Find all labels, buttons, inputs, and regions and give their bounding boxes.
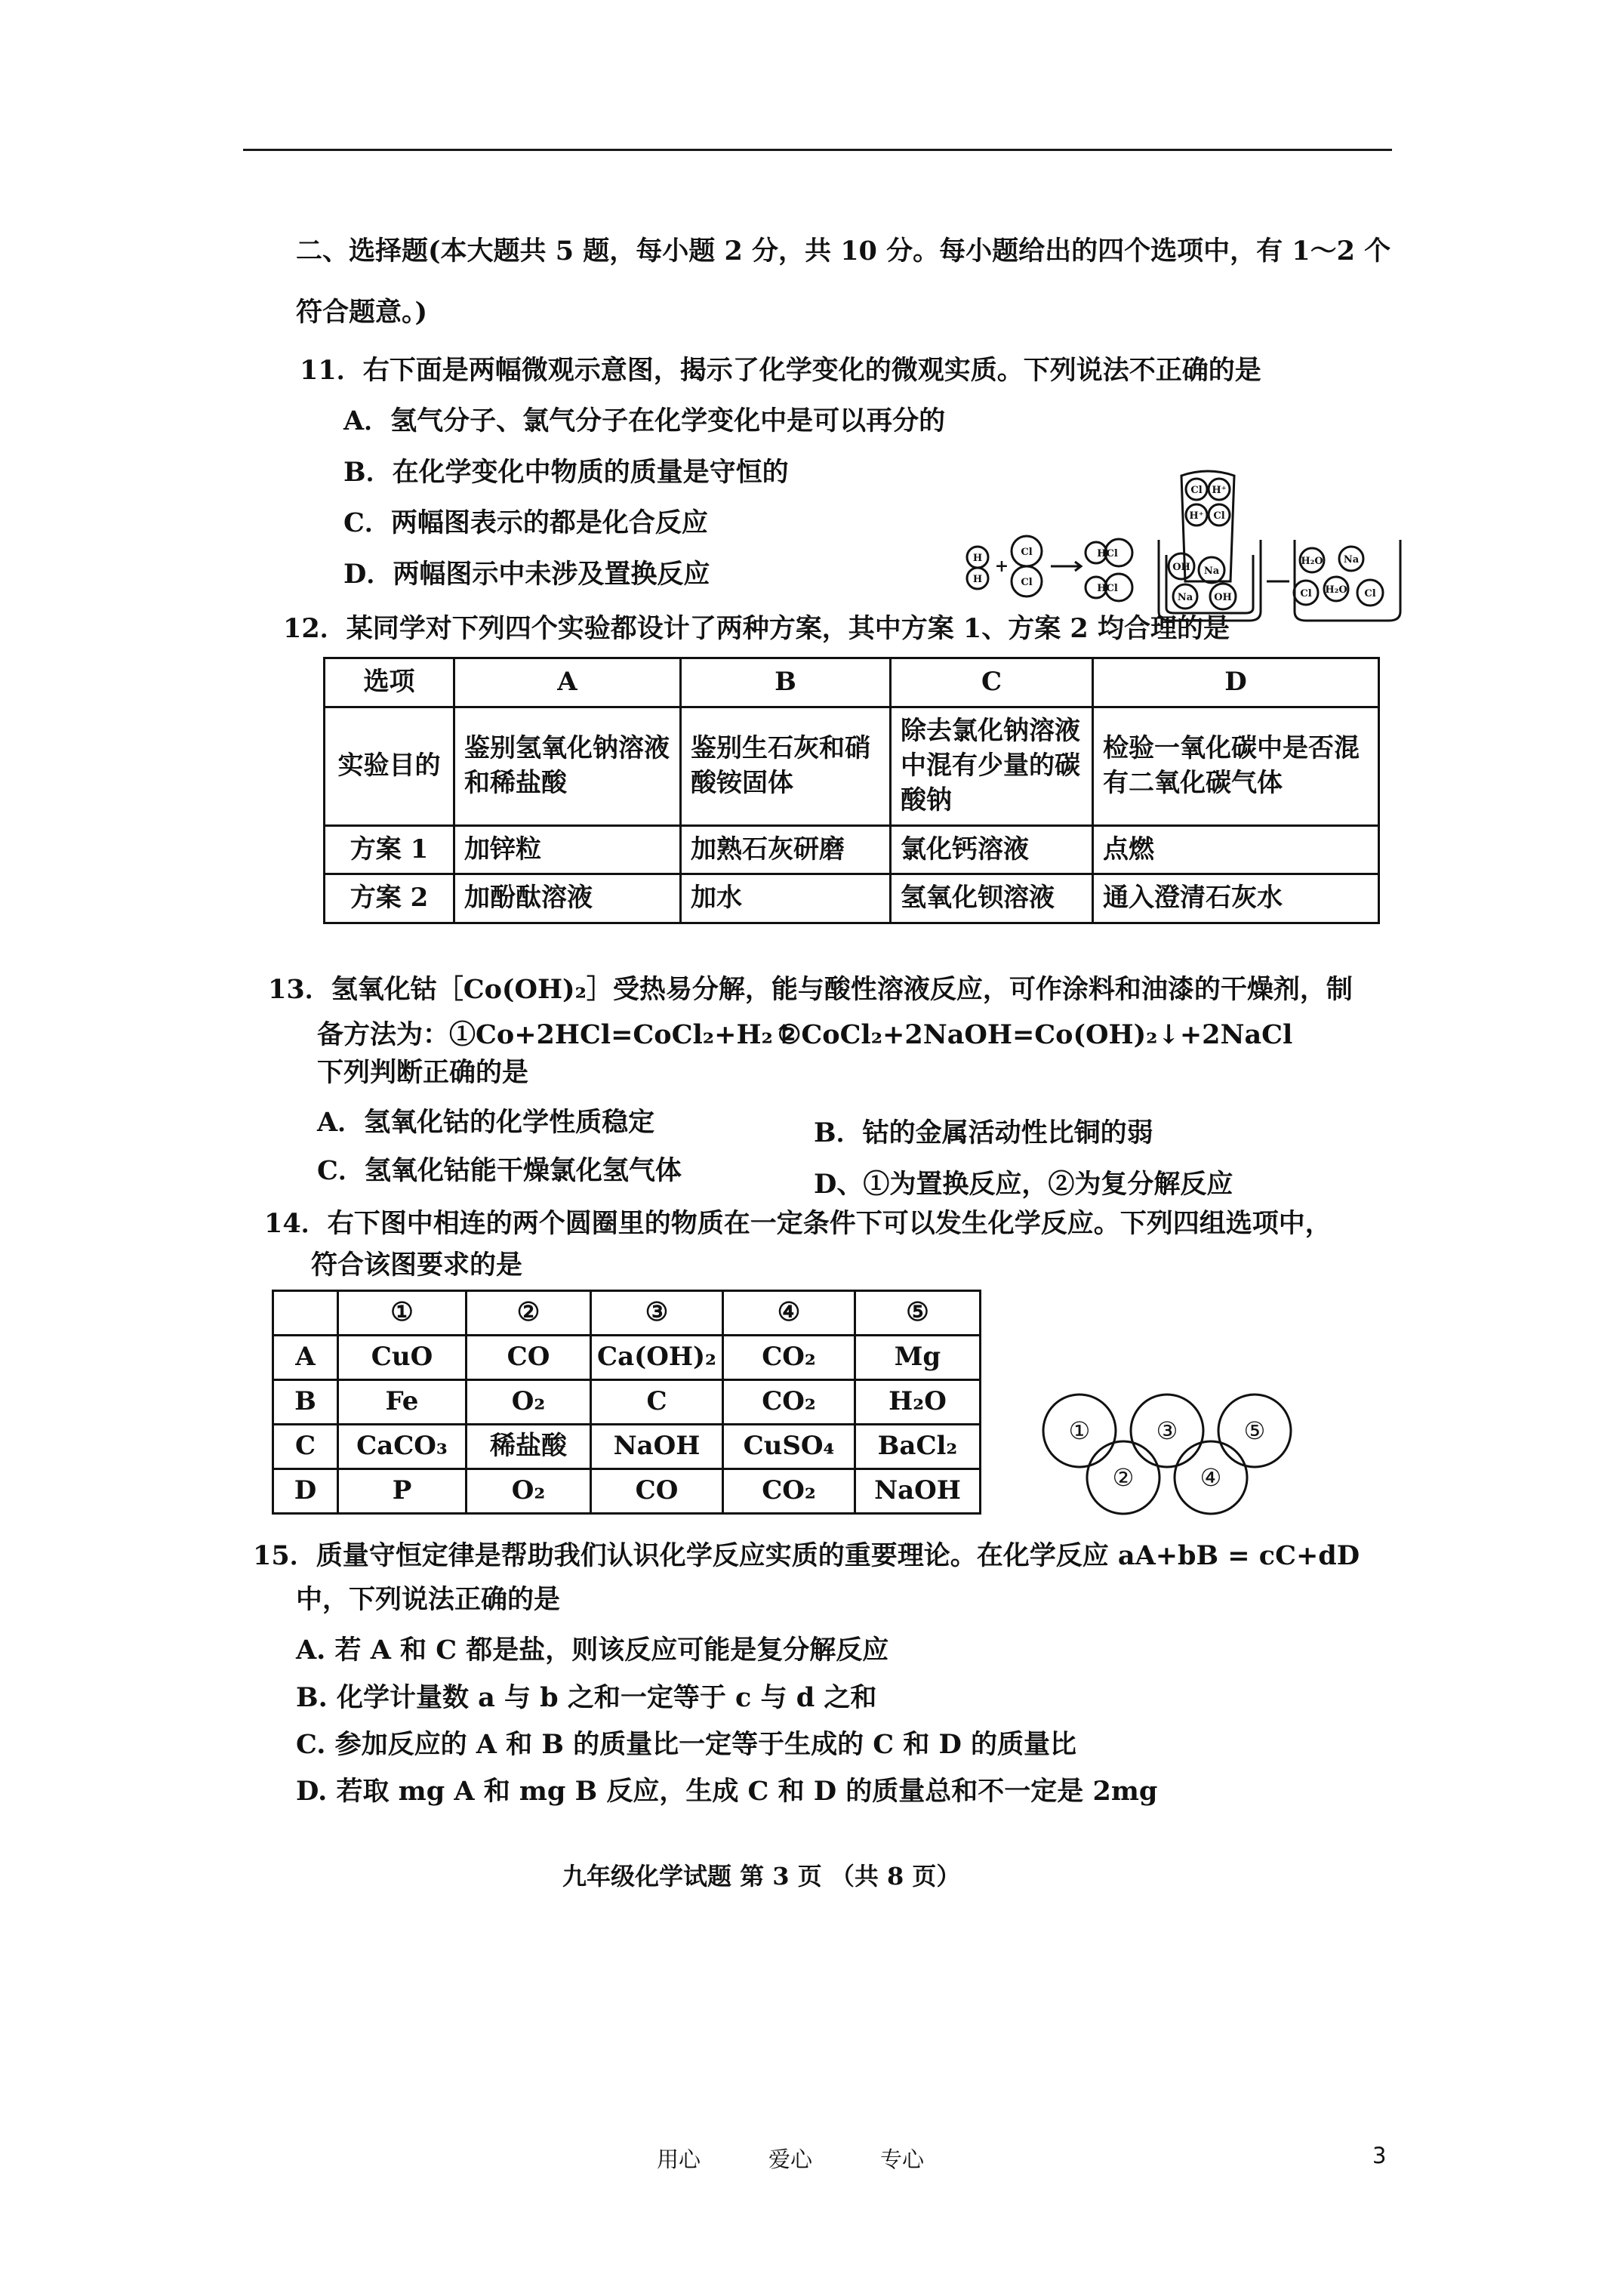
cl-ion-label: Cl <box>1213 510 1225 522</box>
table-cell: Mg <box>855 1336 981 1380</box>
table-cell: O₂ <box>467 1469 591 1514</box>
table-header-cell: 选项 <box>325 658 454 707</box>
q14-circle-chain-diagram <box>1038 1385 1310 1529</box>
table-cell: 氢氧化钡溶液 <box>891 874 1093 923</box>
oh-ion-label: OH <box>1172 562 1190 573</box>
q11-option-d: D．两幅图示中未涉及置换反应 <box>343 559 710 590</box>
table-row <box>325 874 1379 923</box>
q15-option-c: C. 参加反应的 A 和 B 的质量比一定等于生成的 C 和 D 的质量比 <box>296 1729 1077 1760</box>
q15-stem: 15．质量守恒定律是帮助我们认识化学反应实质的重要理论。在化学反应 aA+bB = cC+dD <box>253 1540 1360 1571</box>
table-cell: 加水 <box>681 874 891 923</box>
table-header-cell: ⑤ <box>855 1291 981 1336</box>
h2o-label: H₂O <box>1301 556 1323 567</box>
h-atom-label: H <box>972 574 983 585</box>
table-row <box>325 825 1379 874</box>
na-ion-label: Na <box>1343 554 1360 566</box>
q13-equation-2: ②CoCl₂+2NaOH=Co(OH)₂↓+2NaCl <box>778 1019 1293 1050</box>
table-header-cell: A <box>454 658 681 707</box>
q11-option-b: B．在化学变化中物质的质量是守恒的 <box>343 457 789 488</box>
na-ion-label: Na <box>1177 592 1193 603</box>
q13-option-d: D、①为置换反应，②为复分解反应 <box>814 1169 1233 1200</box>
table-row-label: 实验目的 <box>325 707 454 825</box>
table-header-cell: ④ <box>723 1291 855 1336</box>
table-cell: Ca(OH)₂ <box>591 1336 723 1380</box>
table-row <box>273 1336 981 1380</box>
table-cell: 稀盐酸 <box>467 1425 591 1469</box>
q11-stem: 11．右下面是两幅微观示意图，揭示了化学变化的微观实质。下列说法不正确的是 <box>300 355 1261 386</box>
cl-atom-label: Cl <box>1021 547 1033 558</box>
table-cell: P <box>338 1469 467 1514</box>
cl-ion-label: Cl <box>1300 588 1312 599</box>
circle-label-3: ③ <box>1156 1416 1178 1445</box>
table-row <box>273 1469 981 1514</box>
table-cell: Fe <box>338 1380 467 1425</box>
page-number: 3 <box>1372 2143 1387 2168</box>
table-header-cell: ① <box>338 1291 467 1336</box>
table-cell: 点燃 <box>1093 825 1379 874</box>
section-heading-cont: 符合题意。) <box>296 297 428 328</box>
oh-ion-label: OH <box>1214 592 1232 603</box>
q14-prompt: 符合该图要求的是 <box>311 1250 523 1281</box>
table-cell: O₂ <box>467 1380 591 1425</box>
table-cell: 加酚酞溶液 <box>454 874 681 923</box>
table-header-cell: C <box>891 658 1093 707</box>
table-cell: 鉴别氢氧化钠溶液和稀盐酸 <box>454 707 681 825</box>
cl-ion-label: Cl <box>1190 485 1203 496</box>
table-cell: CuSO₄ <box>723 1425 855 1469</box>
q11-option-c: C．两幅图表示的都是化合反应 <box>343 507 708 538</box>
circle-label-1: ① <box>1068 1416 1091 1445</box>
table-row-label: C <box>273 1425 338 1469</box>
table-header-cell: ② <box>467 1291 591 1336</box>
table-cell: 氯化钙溶液 <box>891 825 1093 874</box>
table-row <box>273 1291 981 1336</box>
hcl-label: HCl <box>1097 583 1118 594</box>
table-row-label: D <box>273 1469 338 1514</box>
na-ion-label: Na <box>1203 566 1220 577</box>
footer-motto-1: 用心 <box>657 2147 701 2172</box>
table-cell: CO₂ <box>723 1336 855 1380</box>
table-cell: CO <box>591 1469 723 1514</box>
q15-option-b: B. 化学计量数 a 与 b 之和一定等于 c 与 d 之和 <box>296 1682 877 1713</box>
table-cell: H₂O <box>855 1380 981 1425</box>
q13-option-c: C．氢氧化钴能干燥氯化氢气体 <box>317 1155 682 1186</box>
table-cell: 鉴别生石灰和硝酸铵固体 <box>681 707 891 825</box>
q13-option-b: B．钴的金属活动性比铜的弱 <box>814 1117 1153 1148</box>
table-header-cell: ③ <box>591 1291 723 1336</box>
circle-label-4: ④ <box>1200 1463 1222 1492</box>
q15-prompt: 中，下列说法正确的是 <box>296 1584 561 1615</box>
table-cell: BaCl₂ <box>855 1425 981 1469</box>
header-rule <box>243 149 1392 151</box>
q14-stem: 14．右下图中相连的两个圆圈里的物质在一定条件下可以发生化学反应。下列四组选项中， <box>264 1208 1332 1239</box>
q13-option-a: A．氢氧化钴的化学性质稳定 <box>317 1107 655 1138</box>
circle-label-2: ② <box>1112 1463 1135 1492</box>
table-row <box>325 658 1379 707</box>
q13-stem: 13．氢氧化钴［Co(OH)₂］受热易分解，能与酸性溶液反应，可作涂料和油漆的干燥剂，制 <box>268 974 1353 1005</box>
table-cell: 通入澄清石灰水 <box>1093 874 1379 923</box>
footer-motto-2: 爱心 <box>768 2147 813 2172</box>
table-cell: 加锌粒 <box>454 825 681 874</box>
q12-stem: 12．某同学对下列四个实验都设计了两种方案，其中方案 1、方案 2 均合理的是 <box>283 613 1230 644</box>
footer-motto-3: 专心 <box>880 2147 925 2172</box>
table-cell: CaCO₃ <box>338 1425 467 1469</box>
table-cell: 检验一氧化碳中是否混有二氧化碳气体 <box>1093 707 1379 825</box>
q13-equation-1: 备方法为：①Co+2HCl=CoCl₂+H₂↑ <box>317 1019 796 1050</box>
h2o-label: H₂O <box>1325 584 1347 596</box>
h-ion-label: H⁺ <box>1212 485 1227 496</box>
table-header-cell: B <box>681 658 891 707</box>
table-row <box>273 1380 981 1425</box>
q13-prompt: 下列判断正确的是 <box>317 1057 529 1088</box>
table-cell: NaOH <box>591 1425 723 1469</box>
table-cell: C <box>591 1380 723 1425</box>
table-header-cell <box>273 1291 338 1336</box>
h-ion-label: H⁺ <box>1189 510 1204 522</box>
q12-table <box>323 657 1380 924</box>
exam-page-footer: 九年级化学试题 第 3 页 （共 8 页） <box>562 1862 961 1891</box>
circle-label-5: ⑤ <box>1243 1416 1266 1445</box>
table-header-cell: D <box>1093 658 1379 707</box>
cl-ion-label: Cl <box>1364 588 1376 599</box>
h-atom-label: H <box>972 553 983 564</box>
table-cell: 除去氯化钠溶液中混有少量的碳酸钠 <box>891 707 1093 825</box>
q15-option-a: A. 若 A 和 C 都是盐，则该反应可能是复分解反应 <box>296 1635 889 1666</box>
table-cell: CuO <box>338 1336 467 1380</box>
q11-micro-diagram <box>951 468 1404 627</box>
table-row <box>273 1425 981 1469</box>
table-row-label: A <box>273 1336 338 1380</box>
table-row-label: B <box>273 1380 338 1425</box>
section-heading: 二、选择题(本大题共 5 题，每小题 2 分，共 10 分。每小题给出的四个选项中，有 1～2 个 <box>296 236 1391 267</box>
table-cell: CO <box>467 1336 591 1380</box>
q15-option-d: D. 若取 mg A 和 mg B 反应，生成 C 和 D 的质量总和不一定是 2mg <box>296 1776 1158 1807</box>
hcl-label: HCl <box>1097 548 1118 559</box>
table-row <box>325 707 1379 825</box>
table-cell: 加熟石灰研磨 <box>681 825 891 874</box>
cl-atom-label: Cl <box>1021 577 1033 588</box>
table-row-label: 方案 2 <box>325 874 454 923</box>
table-cell: NaOH <box>855 1469 981 1514</box>
table-row-label: 方案 1 <box>325 825 454 874</box>
table-cell: CO₂ <box>723 1380 855 1425</box>
plus-sign: + <box>994 556 1009 576</box>
table-cell: CO₂ <box>723 1469 855 1514</box>
q11-option-a: A．氢气分子、氯气分子在化学变化中是可以再分的 <box>343 405 946 436</box>
q14-table <box>272 1290 981 1515</box>
